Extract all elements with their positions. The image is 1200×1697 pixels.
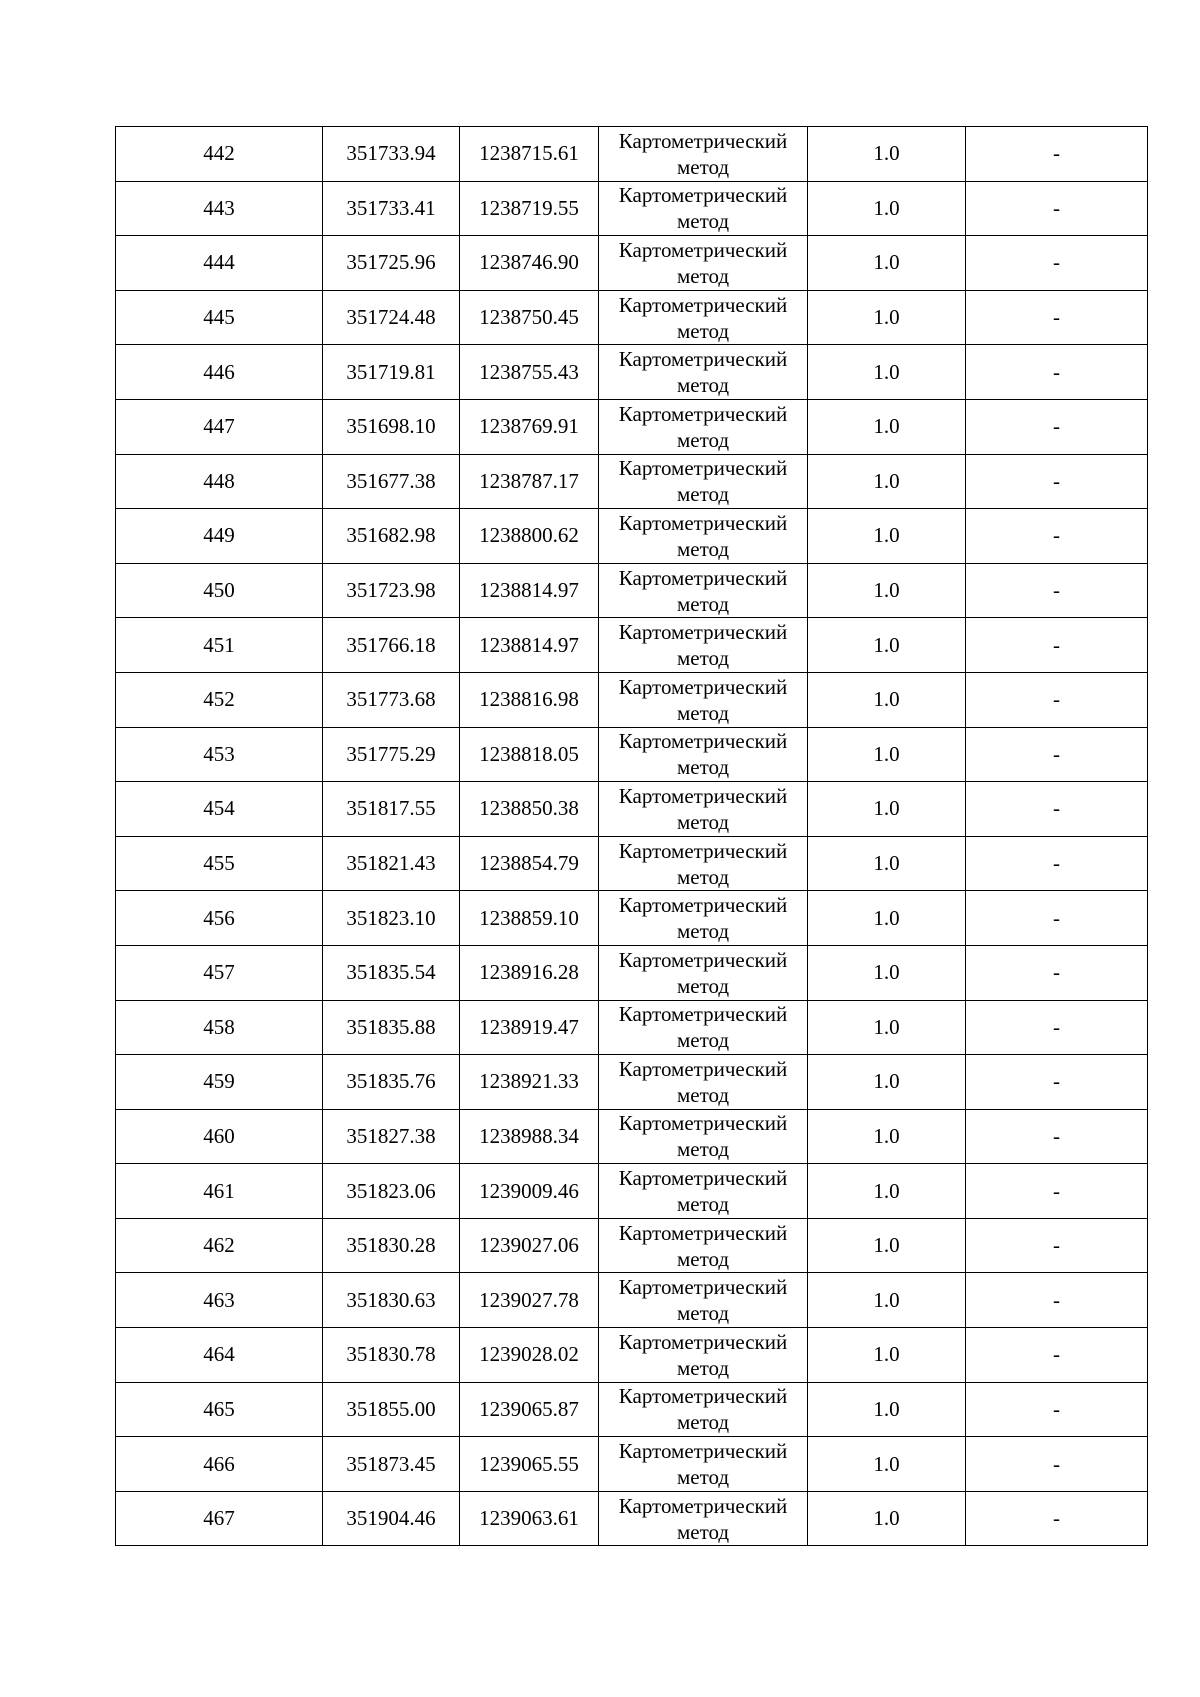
x-coordinate-cell: 351724.48: [323, 290, 460, 345]
note-cell: -: [966, 127, 1148, 182]
x-coordinate-cell: 351698.10: [323, 399, 460, 454]
accuracy-cell: 1.0: [808, 945, 966, 1000]
method-line-1: Картометрический: [618, 1493, 788, 1518]
method-cell: [599, 399, 808, 454]
y-coordinate-cell: 1239065.87: [460, 1382, 599, 1437]
accuracy-cell: 1.0: [808, 1218, 966, 1273]
method-cell: [599, 891, 808, 946]
x-coordinate-cell: 351821.43: [323, 836, 460, 891]
method-cell: [599, 454, 808, 509]
point-number-cell: 467: [116, 1491, 323, 1546]
method-line-1: Картометрический: [618, 893, 788, 918]
y-coordinate-cell: 1238800.62: [460, 509, 599, 564]
method-line-1: Картометрический: [618, 128, 788, 153]
method-cell: [599, 1218, 808, 1273]
note-cell: -: [966, 1491, 1148, 1546]
method-line-1: Картометрический: [618, 347, 788, 372]
x-coordinate-cell: 351827.38: [323, 1109, 460, 1164]
method-line-2: метод: [676, 154, 730, 179]
method-cell: [599, 836, 808, 891]
method-line-1: Картометрический: [618, 456, 788, 481]
method-line-2: метод: [676, 318, 730, 343]
method-line-1: Картометрический: [618, 674, 788, 699]
y-coordinate-cell: 1238746.90: [460, 236, 599, 291]
x-coordinate-cell: 351823.06: [323, 1164, 460, 1219]
note-cell: -: [966, 1000, 1148, 1055]
method-line-2: метод: [676, 1465, 730, 1490]
method-line-1: Картометрический: [618, 1220, 788, 1245]
accuracy-cell: 1.0: [808, 399, 966, 454]
accuracy-cell: 1.0: [808, 618, 966, 673]
note-cell: -: [966, 727, 1148, 782]
point-number-cell: 459: [116, 1055, 323, 1110]
method-line-1: Картометрический: [618, 1329, 788, 1354]
accuracy-cell: 1.0: [808, 290, 966, 345]
note-cell: -: [966, 454, 1148, 509]
y-coordinate-cell: 1238769.91: [460, 399, 599, 454]
point-number-cell: 451: [116, 618, 323, 673]
method-line-1: Картометрический: [618, 1166, 788, 1191]
method-cell: [599, 618, 808, 673]
method-cell: [599, 127, 808, 182]
x-coordinate-cell: 351835.88: [323, 1000, 460, 1055]
table-row: [116, 345, 1148, 400]
point-number-cell: 457: [116, 945, 323, 1000]
note-cell: -: [966, 836, 1148, 891]
method-line-1: Картометрический: [618, 1111, 788, 1136]
accuracy-cell: 1.0: [808, 1491, 966, 1546]
point-number-cell: 444: [116, 236, 323, 291]
x-coordinate-cell: 351733.94: [323, 127, 460, 182]
note-cell: -: [966, 672, 1148, 727]
table-row: [116, 945, 1148, 1000]
method-line-1: Картометрический: [618, 565, 788, 590]
point-number-cell: 462: [116, 1218, 323, 1273]
method-cell: [599, 672, 808, 727]
method-cell: [599, 345, 808, 400]
point-number-cell: 458: [116, 1000, 323, 1055]
accuracy-cell: 1.0: [808, 1273, 966, 1328]
point-number-cell: 454: [116, 782, 323, 837]
method-cell: [599, 727, 808, 782]
method-line-1: Картометрический: [618, 510, 788, 535]
note-cell: -: [966, 1055, 1148, 1110]
note-cell: -: [966, 509, 1148, 564]
table-row: [116, 672, 1148, 727]
table-row: [116, 891, 1148, 946]
method-line-2: метод: [676, 809, 730, 834]
method-cell: [599, 1437, 808, 1492]
x-coordinate-cell: 351773.68: [323, 672, 460, 727]
method-line-2: метод: [676, 427, 730, 452]
method-cell: [599, 1328, 808, 1383]
method-cell: [599, 1164, 808, 1219]
accuracy-cell: 1.0: [808, 1109, 966, 1164]
method-line-2: метод: [676, 1082, 730, 1107]
y-coordinate-cell: 1238719.55: [460, 181, 599, 236]
method-line-2: метод: [676, 1301, 730, 1326]
method-line-1: Картометрический: [618, 1275, 788, 1300]
accuracy-cell: 1.0: [808, 345, 966, 400]
point-number-cell: 443: [116, 181, 323, 236]
point-number-cell: 446: [116, 345, 323, 400]
method-line-1: Картометрический: [618, 1439, 788, 1464]
method-line-2: метод: [676, 1246, 730, 1271]
method-line-2: метод: [676, 864, 730, 889]
method-line-2: метод: [676, 646, 730, 671]
accuracy-cell: 1.0: [808, 1164, 966, 1219]
accuracy-cell: 1.0: [808, 127, 966, 182]
accuracy-cell: 1.0: [808, 782, 966, 837]
point-number-cell: 449: [116, 509, 323, 564]
method-cell: [599, 1055, 808, 1110]
table-row: [116, 1055, 1148, 1110]
point-number-cell: 453: [116, 727, 323, 782]
y-coordinate-cell: 1238814.97: [460, 563, 599, 618]
point-number-cell: 464: [116, 1328, 323, 1383]
x-coordinate-cell: 351830.78: [323, 1328, 460, 1383]
method-line-2: метод: [676, 1137, 730, 1162]
y-coordinate-cell: 1238919.47: [460, 1000, 599, 1055]
table-row: [116, 727, 1148, 782]
table-row: [116, 1437, 1148, 1492]
table-row: [116, 236, 1148, 291]
table-row: [116, 1164, 1148, 1219]
method-line-1: Картометрический: [618, 1056, 788, 1081]
y-coordinate-cell: 1238921.33: [460, 1055, 599, 1110]
point-number-cell: 455: [116, 836, 323, 891]
method-cell: [599, 181, 808, 236]
y-coordinate-cell: 1239028.02: [460, 1328, 599, 1383]
x-coordinate-cell: 351733.41: [323, 181, 460, 236]
y-coordinate-cell: 1238715.61: [460, 127, 599, 182]
method-line-1: Картометрический: [618, 620, 788, 645]
x-coordinate-cell: 351682.98: [323, 509, 460, 564]
method-line-2: метод: [676, 1410, 730, 1435]
note-cell: -: [966, 290, 1148, 345]
x-coordinate-cell: 351855.00: [323, 1382, 460, 1437]
method-cell: [599, 1000, 808, 1055]
note-cell: -: [966, 782, 1148, 837]
table-row: [116, 836, 1148, 891]
method-line-2: метод: [676, 1192, 730, 1217]
method-line-2: метод: [676, 1355, 730, 1380]
x-coordinate-cell: 351830.63: [323, 1273, 460, 1328]
x-coordinate-cell: 351904.46: [323, 1491, 460, 1546]
method-line-1: Картометрический: [618, 729, 788, 754]
method-line-1: Картометрический: [618, 401, 788, 426]
point-number-cell: 460: [116, 1109, 323, 1164]
note-cell: -: [966, 1218, 1148, 1273]
point-number-cell: 445: [116, 290, 323, 345]
table-row: [116, 1382, 1148, 1437]
point-number-cell: 452: [116, 672, 323, 727]
y-coordinate-cell: 1238816.98: [460, 672, 599, 727]
method-line-2: метод: [676, 373, 730, 398]
method-line-2: метод: [676, 755, 730, 780]
y-coordinate-cell: 1238818.05: [460, 727, 599, 782]
table-row: [116, 509, 1148, 564]
y-coordinate-cell: 1239063.61: [460, 1491, 599, 1546]
accuracy-cell: 1.0: [808, 181, 966, 236]
point-number-cell: 465: [116, 1382, 323, 1437]
y-coordinate-cell: 1239009.46: [460, 1164, 599, 1219]
point-number-cell: 448: [116, 454, 323, 509]
point-number-cell: 447: [116, 399, 323, 454]
method-line-1: Картометрический: [618, 292, 788, 317]
y-coordinate-cell: 1239065.55: [460, 1437, 599, 1492]
y-coordinate-cell: 1238916.28: [460, 945, 599, 1000]
x-coordinate-cell: 351823.10: [323, 891, 460, 946]
x-coordinate-cell: 351723.98: [323, 563, 460, 618]
accuracy-cell: 1.0: [808, 1328, 966, 1383]
method-cell: [599, 290, 808, 345]
method-line-2: метод: [676, 263, 730, 288]
accuracy-cell: 1.0: [808, 1055, 966, 1110]
method-line-1: Картометрический: [618, 237, 788, 262]
method-line-2: метод: [676, 1519, 730, 1544]
x-coordinate-cell: 351677.38: [323, 454, 460, 509]
method-line-1: Картометрический: [618, 783, 788, 808]
note-cell: -: [966, 563, 1148, 618]
point-number-cell: 463: [116, 1273, 323, 1328]
x-coordinate-cell: 351719.81: [323, 345, 460, 400]
x-coordinate-cell: 351817.55: [323, 782, 460, 837]
method-cell: [599, 1273, 808, 1328]
method-cell: [599, 563, 808, 618]
accuracy-cell: 1.0: [808, 672, 966, 727]
accuracy-cell: 1.0: [808, 891, 966, 946]
method-line-2: метод: [676, 591, 730, 616]
point-number-cell: 466: [116, 1437, 323, 1492]
note-cell: -: [966, 345, 1148, 400]
method-line-2: метод: [676, 919, 730, 944]
note-cell: -: [966, 618, 1148, 673]
x-coordinate-cell: 351725.96: [323, 236, 460, 291]
table-row: [116, 290, 1148, 345]
table-row: [116, 1491, 1148, 1546]
table-row: [116, 1000, 1148, 1055]
accuracy-cell: 1.0: [808, 509, 966, 564]
table-row: [116, 563, 1148, 618]
method-line-2: метод: [676, 973, 730, 998]
x-coordinate-cell: 351835.54: [323, 945, 460, 1000]
table-row: [116, 782, 1148, 837]
method-cell: [599, 945, 808, 1000]
table-row: [116, 1328, 1148, 1383]
table-row: [116, 454, 1148, 509]
table-row: [116, 1273, 1148, 1328]
y-coordinate-cell: 1238850.38: [460, 782, 599, 837]
accuracy-cell: 1.0: [808, 727, 966, 782]
note-cell: -: [966, 236, 1148, 291]
y-coordinate-cell: 1238750.45: [460, 290, 599, 345]
method-line-1: Картометрический: [618, 947, 788, 972]
note-cell: -: [966, 1382, 1148, 1437]
accuracy-cell: 1.0: [808, 236, 966, 291]
y-coordinate-cell: 1238854.79: [460, 836, 599, 891]
x-coordinate-cell: 351775.29: [323, 727, 460, 782]
x-coordinate-cell: 351830.28: [323, 1218, 460, 1273]
note-cell: -: [966, 945, 1148, 1000]
y-coordinate-cell: 1239027.78: [460, 1273, 599, 1328]
method-cell: [599, 509, 808, 564]
x-coordinate-cell: 351766.18: [323, 618, 460, 673]
method-cell: [599, 1491, 808, 1546]
x-coordinate-cell: 351835.76: [323, 1055, 460, 1110]
accuracy-cell: 1.0: [808, 454, 966, 509]
x-coordinate-cell: 351873.45: [323, 1437, 460, 1492]
y-coordinate-cell: 1238787.17: [460, 454, 599, 509]
table-row: [116, 181, 1148, 236]
method-cell: [599, 1109, 808, 1164]
note-cell: -: [966, 891, 1148, 946]
coordinates-table: [115, 126, 1148, 1546]
method-line-2: метод: [676, 700, 730, 725]
accuracy-cell: 1.0: [808, 563, 966, 618]
note-cell: -: [966, 1437, 1148, 1492]
note-cell: -: [966, 1328, 1148, 1383]
accuracy-cell: 1.0: [808, 1437, 966, 1492]
point-number-cell: 456: [116, 891, 323, 946]
method-line-2: метод: [676, 209, 730, 234]
y-coordinate-cell: 1238859.10: [460, 891, 599, 946]
y-coordinate-cell: 1238814.97: [460, 618, 599, 673]
table-body: [116, 127, 1148, 1546]
note-cell: -: [966, 1273, 1148, 1328]
method-line-2: метод: [676, 482, 730, 507]
method-line-1: Картометрический: [618, 183, 788, 208]
note-cell: -: [966, 1109, 1148, 1164]
method-line-1: Картометрический: [618, 1384, 788, 1409]
accuracy-cell: 1.0: [808, 1000, 966, 1055]
method-cell: [599, 236, 808, 291]
point-number-cell: 442: [116, 127, 323, 182]
accuracy-cell: 1.0: [808, 1382, 966, 1437]
method-line-2: метод: [676, 1028, 730, 1053]
table-row: [116, 127, 1148, 182]
table-row: [116, 618, 1148, 673]
note-cell: -: [966, 181, 1148, 236]
y-coordinate-cell: 1238988.34: [460, 1109, 599, 1164]
method-cell: [599, 782, 808, 837]
method-line-1: Картометрический: [618, 838, 788, 863]
point-number-cell: 461: [116, 1164, 323, 1219]
method-line-2: метод: [676, 536, 730, 561]
method-cell: [599, 1382, 808, 1437]
table-row: [116, 399, 1148, 454]
table-row: [116, 1109, 1148, 1164]
point-number-cell: 450: [116, 563, 323, 618]
note-cell: -: [966, 1164, 1148, 1219]
method-line-1: Картометрический: [618, 1002, 788, 1027]
accuracy-cell: 1.0: [808, 836, 966, 891]
y-coordinate-cell: 1239027.06: [460, 1218, 599, 1273]
note-cell: -: [966, 399, 1148, 454]
table-row: [116, 1218, 1148, 1273]
y-coordinate-cell: 1238755.43: [460, 345, 599, 400]
